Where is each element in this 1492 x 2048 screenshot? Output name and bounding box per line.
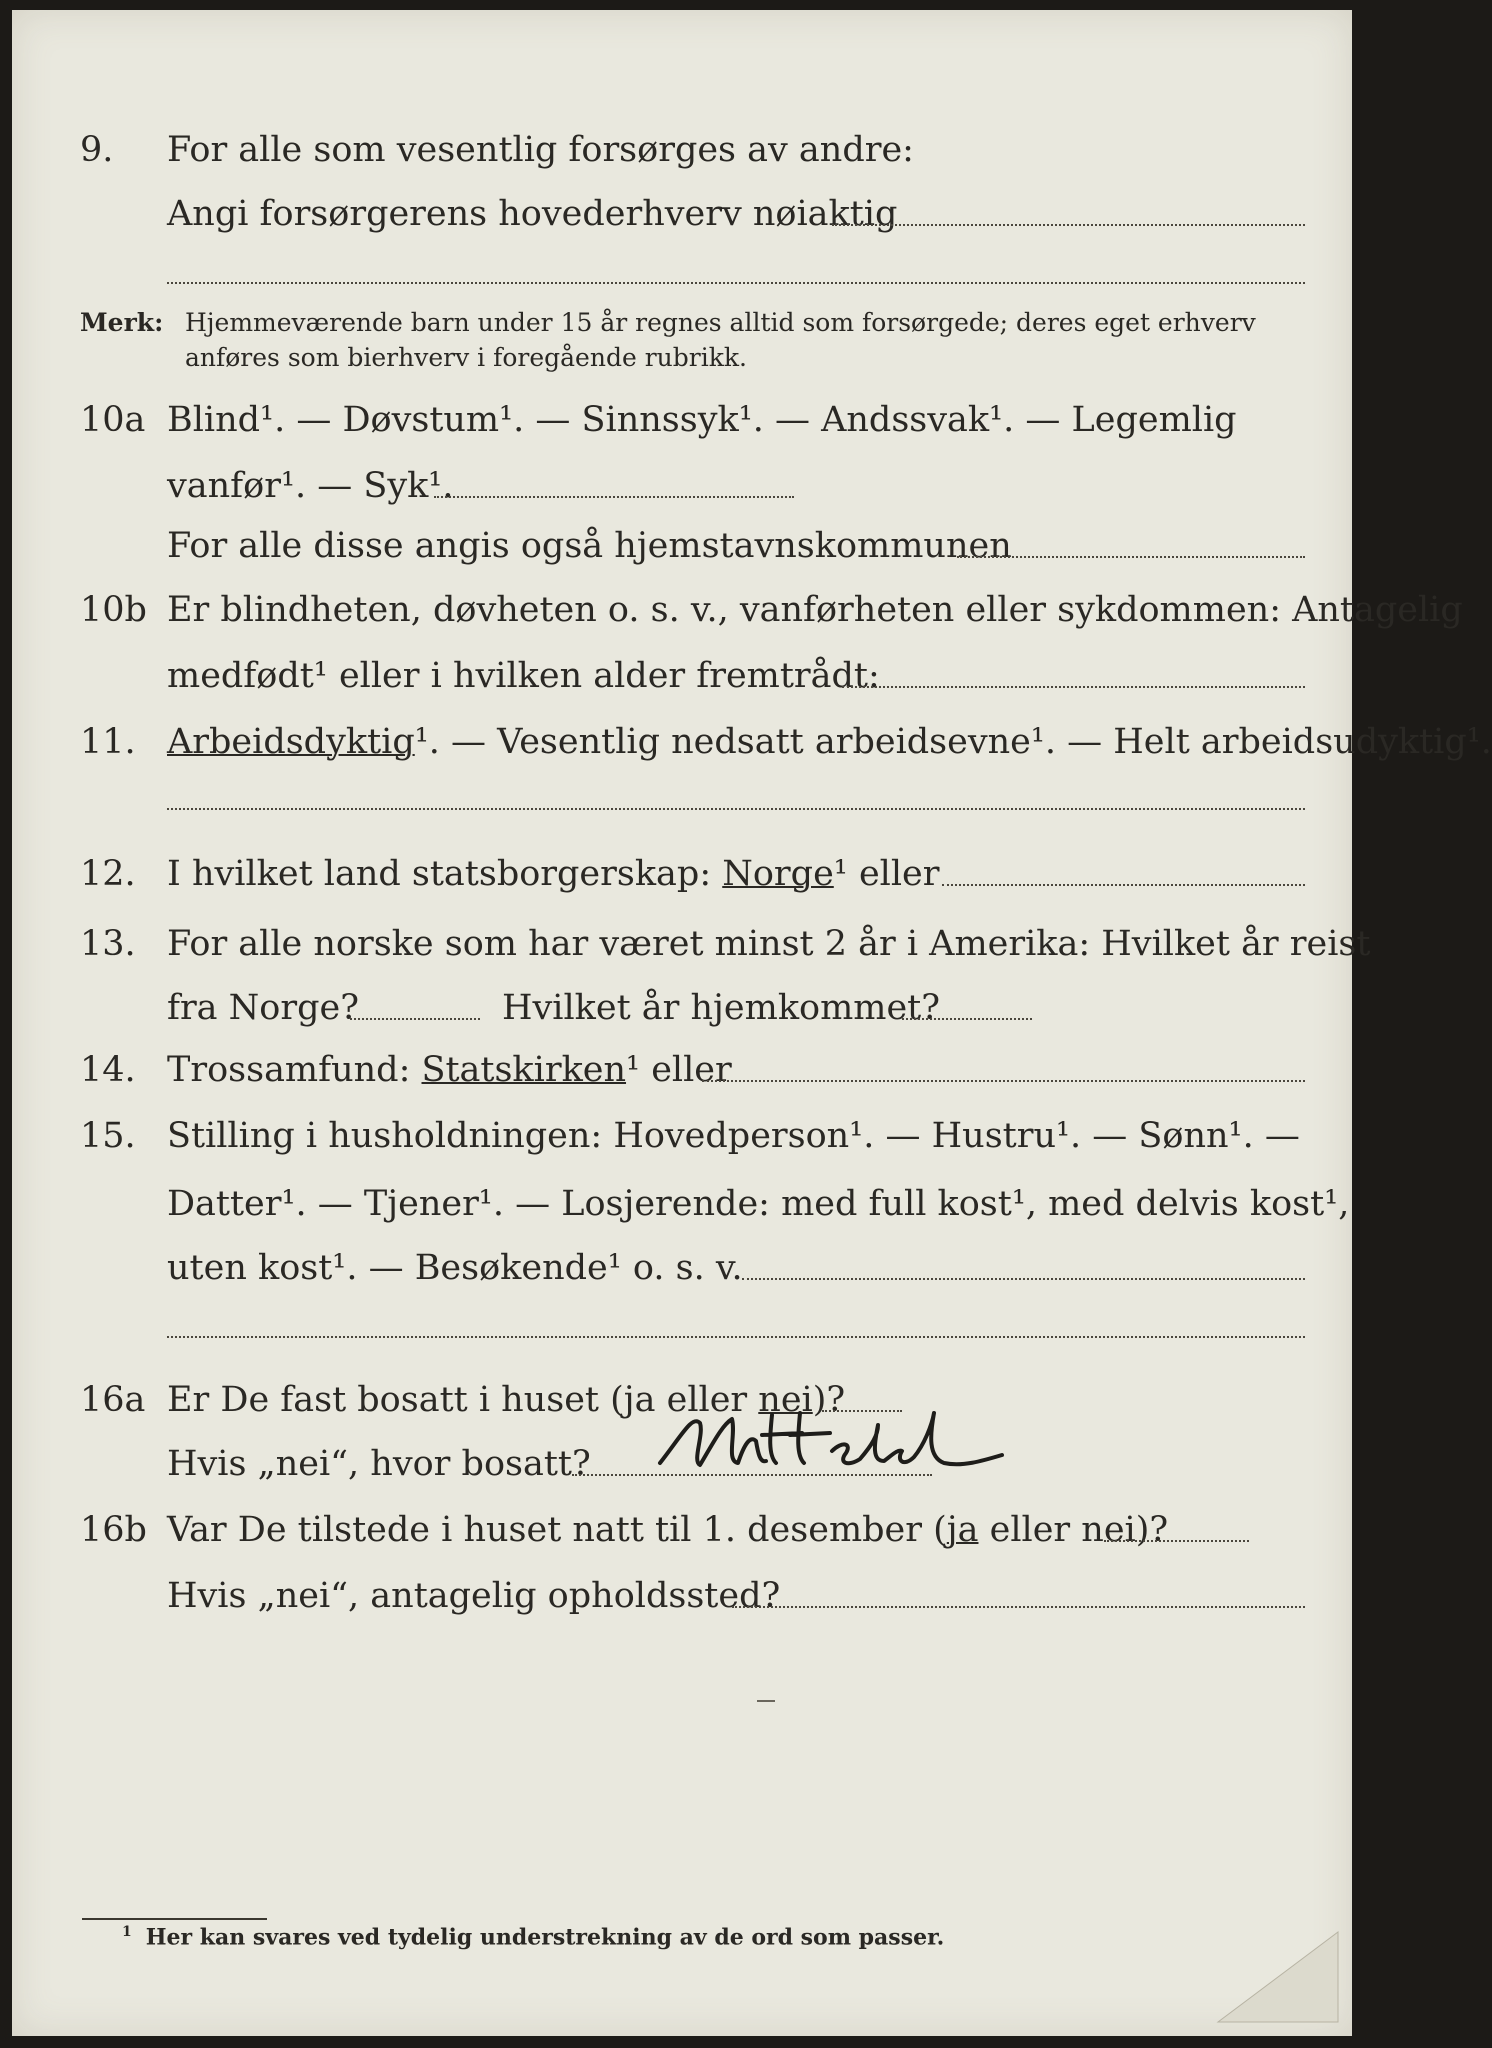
footnote-rule bbox=[82, 1918, 267, 1920]
stray-mark bbox=[757, 1700, 775, 1702]
q14-number: 14. bbox=[80, 1050, 136, 1090]
q12-answer-norge: Norge bbox=[722, 854, 834, 894]
q13-answer-hjemkommet[interactable] bbox=[902, 1018, 1032, 1020]
q13-text-2a: fra Norge? bbox=[167, 988, 359, 1028]
q10a-text-3: For alle disse angis også hjemstavnskommunen bbox=[167, 526, 1012, 566]
q16b-answer-line[interactable] bbox=[1104, 1540, 1249, 1542]
footnote-text: Her kan svares ved tydelig understrekning av de ord som passer. bbox=[145, 1924, 945, 1951]
q12-text-after: ¹ eller bbox=[833, 854, 940, 894]
footnote-marker: 1 bbox=[122, 1924, 132, 1940]
q16b-text-after: eller nei)? bbox=[978, 1510, 1169, 1550]
q16a-number: 16a bbox=[80, 1380, 146, 1420]
q16b-answer-ja: ja bbox=[946, 1510, 979, 1550]
q16b-text-2: Hvis „nei“, antagelig opholdssted? bbox=[167, 1576, 781, 1616]
q16a-text-2: Hvis „nei“, hvor bosatt? bbox=[167, 1444, 591, 1484]
q15-text-2: Datter¹. — Tjener¹. — Losjerende: med full kost¹, med delvis kost¹, bbox=[167, 1184, 1350, 1224]
q16a-text-before: Er De fast bosatt i huset (ja eller bbox=[167, 1380, 759, 1420]
q13-answer-reist[interactable] bbox=[350, 1018, 480, 1020]
q16a-text-after: )? bbox=[812, 1380, 846, 1420]
q11-text bbox=[167, 720, 1492, 764]
q9-text: For alle som vesentlig forsørges av andre: bbox=[167, 130, 914, 170]
q15-answer-line[interactable] bbox=[742, 1278, 1305, 1280]
q15-number: 15. bbox=[80, 1116, 136, 1156]
q12-number: 12. bbox=[80, 854, 136, 894]
q10b-answer-line[interactable] bbox=[842, 686, 1305, 688]
q10a-text-2: vanfør¹. — Syk¹. bbox=[167, 466, 454, 506]
q13-number: 13. bbox=[80, 924, 136, 964]
q14-text-before: Trossamfund: bbox=[167, 1050, 422, 1090]
census-form-page bbox=[12, 10, 1492, 2036]
q11-answer-line[interactable] bbox=[167, 808, 1305, 810]
q10a-text: Blind¹. — Døvstum¹. — Sinnssyk¹. — Andssvak¹. — Legemlig bbox=[167, 400, 1237, 440]
q16b-opholdssted-line[interactable] bbox=[732, 1606, 1305, 1608]
q9-number: 9. bbox=[80, 130, 114, 170]
q10b-text: Er blindheten, døvheten o. s. v., vanførheten eller sykdommen: Antagelig bbox=[167, 590, 1463, 630]
q10b-number: 10b bbox=[80, 590, 147, 630]
q11-text-rest: ¹. — Vesentlig nedsatt arbeidsevne¹. — Helt arbeidsudyktig¹. bbox=[414, 722, 1492, 762]
q9-answer-line[interactable] bbox=[832, 224, 1305, 226]
merk-note bbox=[80, 306, 1256, 340]
q15-text-3: uten kost¹. — Besøkende¹ o. s. v. bbox=[167, 1248, 743, 1288]
folded-corner bbox=[1198, 1932, 1338, 2022]
q16b-number: 16b bbox=[80, 1510, 147, 1550]
q13-text: For alle norske som har været minst 2 år i Amerika: Hvilket år reist bbox=[167, 924, 1371, 964]
q10b-text-2: medfødt¹ eller i hvilken alder fremtrådt: bbox=[167, 656, 880, 696]
q10a-number: 10a bbox=[80, 400, 146, 440]
merk-text-2: anføres som bierhverv i foregående rubrikk. bbox=[185, 343, 747, 372]
q16b-text-before: Var De tilstede i huset natt til 1. desember ( bbox=[167, 1510, 947, 1550]
q14-answer-statskirken: Statskirken bbox=[421, 1050, 627, 1090]
q13-text-2b: Hvilket år hjemkommet? bbox=[502, 988, 941, 1028]
merk-label: Merk: bbox=[80, 308, 164, 337]
q11-number: 11. bbox=[80, 722, 136, 762]
q14-answer-line[interactable] bbox=[702, 1080, 1305, 1082]
q9-text-2: Angi forsørgerens hovederhverv nøiaktig bbox=[167, 194, 898, 234]
q12-text bbox=[167, 852, 939, 896]
q16a-answer-nei: nei bbox=[758, 1380, 813, 1420]
q9-answer-line-2[interactable] bbox=[167, 282, 1305, 284]
q11-answer-arbeidsdyktig: Arbeidsdyktig bbox=[167, 722, 415, 762]
q15-text: Stilling i husholdningen: Hovedperson¹. — Hustru¹. — Sønn¹. — bbox=[167, 1116, 1300, 1156]
q16b-text bbox=[167, 1508, 1168, 1552]
q14-text bbox=[167, 1048, 732, 1092]
q12-answer-line[interactable] bbox=[942, 884, 1305, 886]
q10a-answer-line[interactable] bbox=[434, 496, 794, 498]
q10a-answer-line-2[interactable] bbox=[957, 556, 1305, 558]
q14-text-after: ¹ eller bbox=[626, 1050, 732, 1090]
footnote bbox=[122, 1924, 944, 1950]
q15-answer-line-2[interactable] bbox=[167, 1336, 1305, 1338]
merk-text-1: Hjemmeværende barn under 15 år regnes alltid som forsørgede; deres eget erhverv bbox=[185, 308, 1256, 337]
handwritten-nittedal-signature bbox=[652, 1405, 1012, 1485]
q12-text-before: I hvilket land statsborgerskap: bbox=[167, 854, 723, 894]
